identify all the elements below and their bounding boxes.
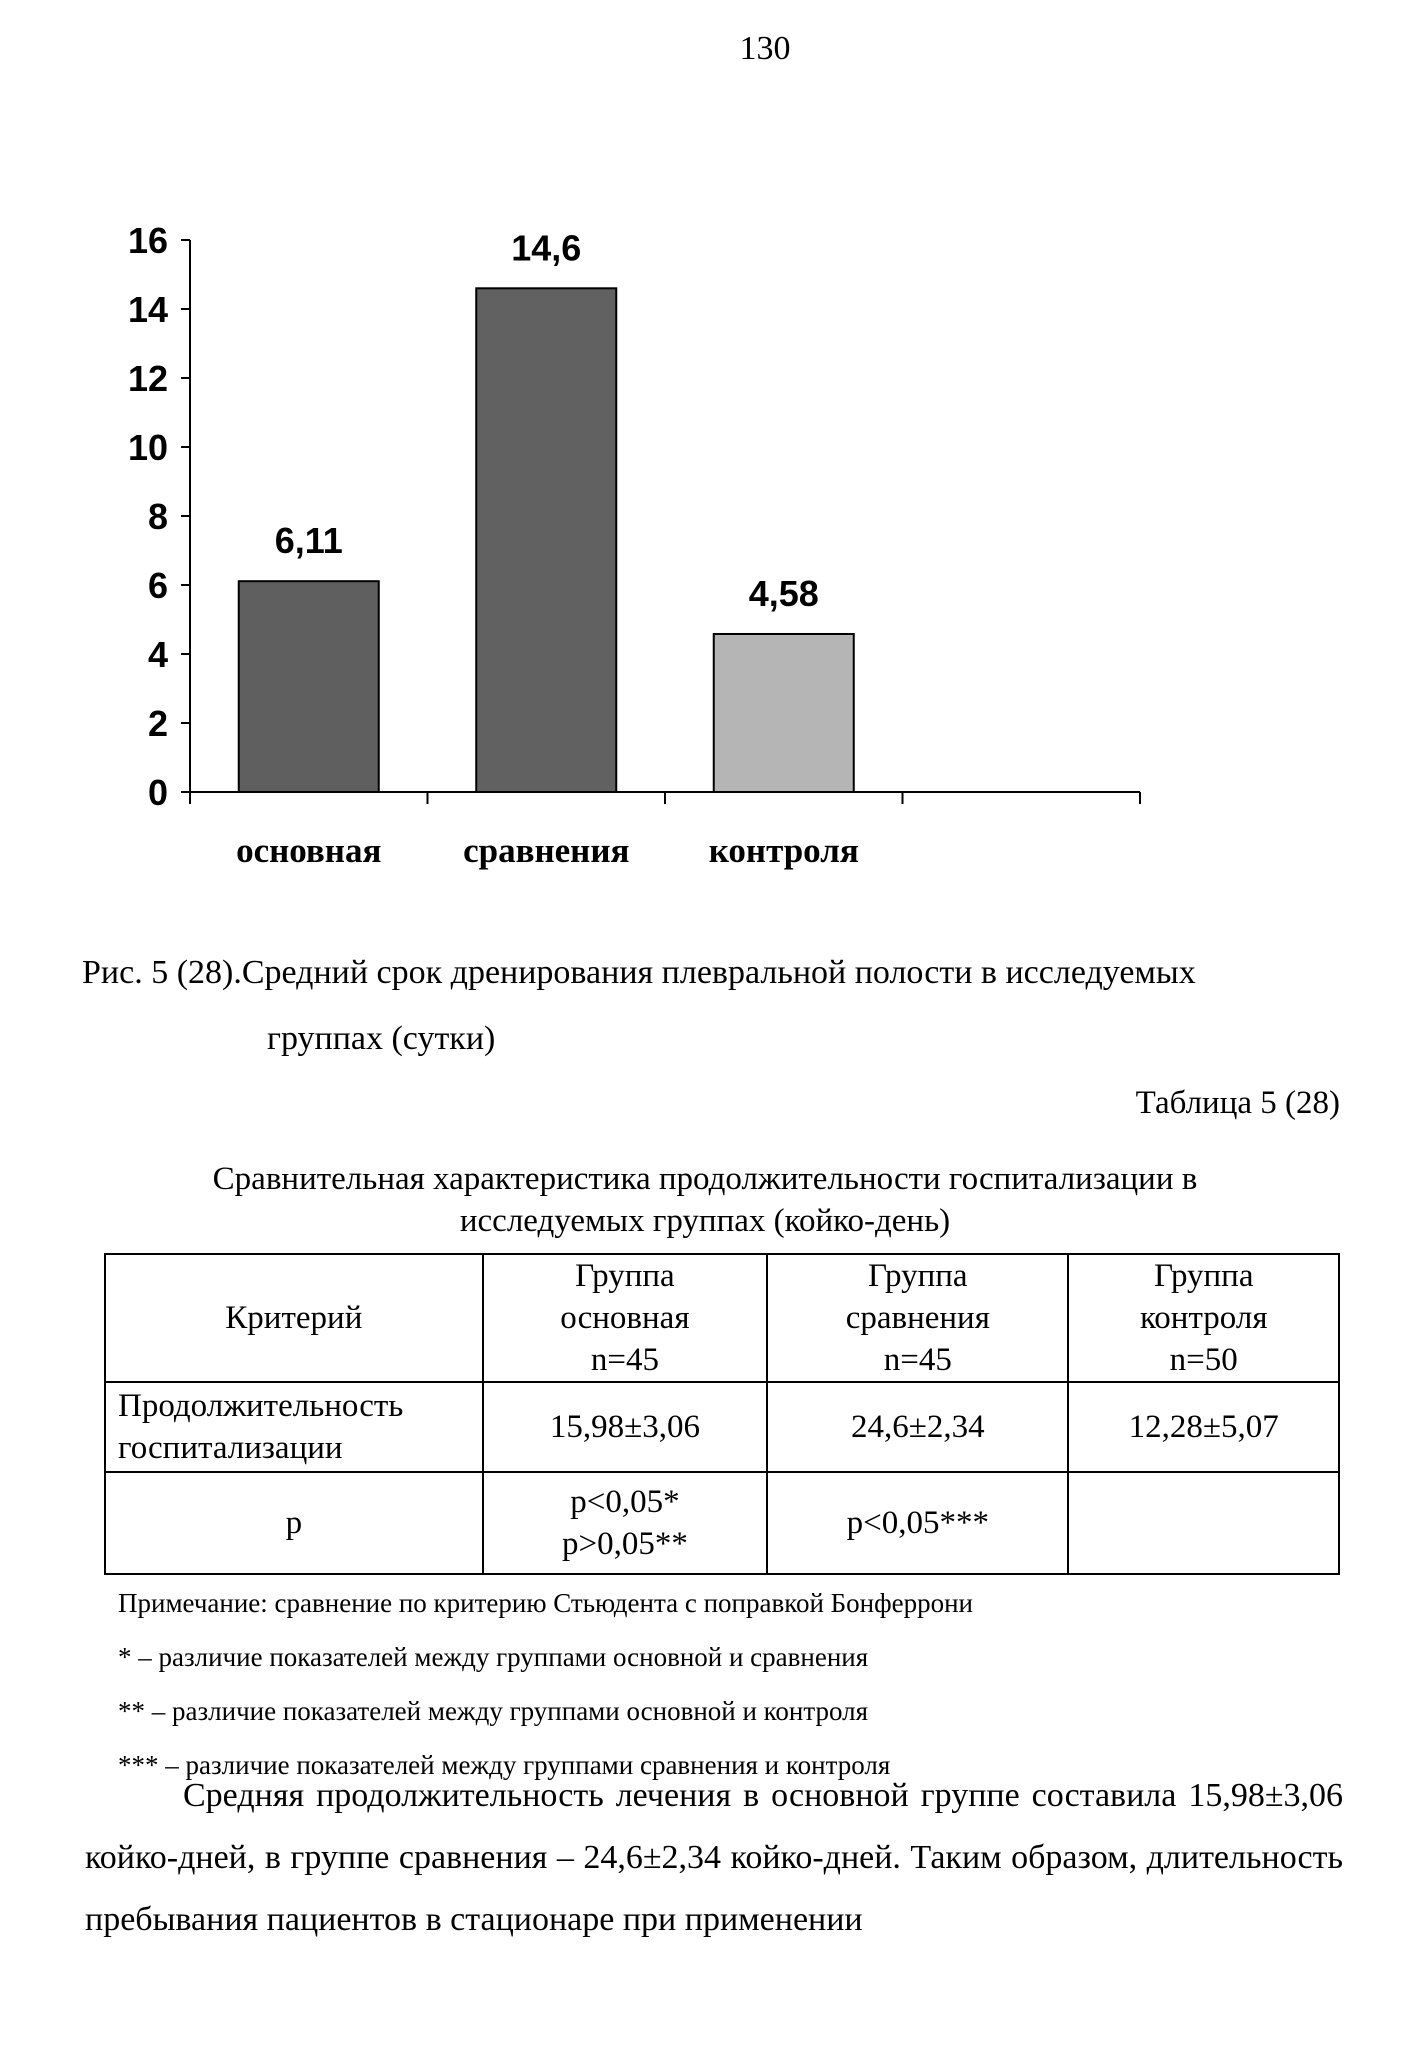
- category-label: контроля: [708, 831, 859, 870]
- header-group-control: [1068, 1254, 1339, 1382]
- header-criterion: Критерий: [105, 1254, 483, 1382]
- y-tick-label: 12: [127, 358, 168, 399]
- table-title-line-2: исследуемых группах (койко-день): [459, 1203, 951, 1239]
- header-group-control-line-2: контроля: [1139, 1300, 1268, 1336]
- note-line: * – различие показателей между группами основной и сравнения: [118, 1642, 869, 1672]
- y-tick-label: 16: [127, 220, 168, 261]
- cell-p-comparison: р<0,05***: [767, 1472, 1068, 1574]
- category-label: основная: [236, 831, 382, 870]
- header-group-comparison: [767, 1254, 1068, 1382]
- header-group-main: [483, 1254, 767, 1382]
- figure-caption: [82, 940, 1352, 1072]
- note-line: *** – различие показателей между группами сравнения и контроля: [118, 1750, 891, 1780]
- row-label-duration: [105, 1382, 483, 1472]
- cell-p-main-line-1: р<0,05*: [570, 1484, 680, 1520]
- row-label-duration-line-1: Продолжительность: [118, 1388, 404, 1424]
- header-group-main-line-1: Группа: [575, 1258, 675, 1294]
- body-paragraph: [85, 1765, 1343, 1951]
- table-row: [105, 1382, 1339, 1472]
- header-group-comparison-line-3: n=45: [883, 1342, 952, 1378]
- y-tick-label: 0: [147, 772, 168, 813]
- note-line: Примечание: сравнение по критерию Стьюдента с поправкой Бонферрони: [118, 1588, 973, 1618]
- y-tick-label: 14: [127, 289, 168, 330]
- y-tick-label: 2: [147, 703, 168, 744]
- bar-3: [714, 634, 854, 792]
- y-tick-label: 8: [147, 496, 168, 537]
- note-line: ** – различие показателей между группами основной и контроля: [118, 1696, 869, 1726]
- header-group-main-line-2: основная: [560, 1300, 690, 1336]
- bar-value-label: 4,58: [748, 572, 819, 614]
- cell-p-control: [1068, 1472, 1339, 1574]
- bar-2: [476, 288, 616, 792]
- table-title-line-1: Сравнительная характеристика продолжительности госпитализации в: [212, 1161, 1198, 1197]
- bar-1: [239, 581, 379, 792]
- header-group-comparison-line-2: сравнения: [845, 1300, 990, 1336]
- cell-duration-comparison: 24,6±2,34: [767, 1382, 1068, 1472]
- table-notes: [118, 1576, 1338, 1792]
- y-tick-label: 4: [147, 634, 168, 675]
- cell-duration-control: 12,28±5,07: [1068, 1382, 1339, 1472]
- row-label-duration-line-2: госпитализации: [118, 1430, 343, 1466]
- header-group-main-line-3: n=45: [590, 1342, 659, 1378]
- cell-duration-main: 15,98±3,06: [483, 1382, 767, 1472]
- bar-value-label: 14,6: [511, 227, 582, 269]
- hospitalization-table: [104, 1253, 1340, 1575]
- row-label-p: р: [105, 1472, 483, 1574]
- category-label: сравнения: [463, 831, 630, 870]
- caption-line-1: Рис. 5 (28).Средний срок дренирования плевральной полости в исследуемых: [82, 954, 1196, 991]
- header-group-comparison-line-1: Группа: [868, 1258, 968, 1294]
- drainage-duration-bar-chart: [0, 0, 1424, 900]
- table-header-row: [105, 1254, 1339, 1382]
- y-tick-label: 10: [127, 427, 168, 468]
- table-row: [105, 1472, 1339, 1574]
- caption-line-2: группах (сутки): [267, 1020, 496, 1057]
- header-group-control-line-1: Группа: [1153, 1258, 1254, 1294]
- bar-value-label: 6,11: [274, 520, 343, 562]
- table-title: [100, 1158, 1310, 1242]
- page-number: 130: [739, 30, 791, 67]
- table-label: Таблица 5 (28): [1135, 1085, 1340, 1121]
- cell-p-main-line-2: р>0,05**: [561, 1526, 688, 1562]
- body-paragraph-text: Средняя продолжительность лечения в основной группе составила 15,98±3,06 койко-дней, в группе сравнения – 24,6±2,34 койко-дней. Таким образом, длительность пребывания пациентов в стационаре при применении: [85, 1777, 1343, 1938]
- y-tick-label: 6: [147, 565, 168, 606]
- header-group-control-line-3: n=50: [1169, 1342, 1238, 1378]
- cell-p-main: [483, 1472, 767, 1574]
